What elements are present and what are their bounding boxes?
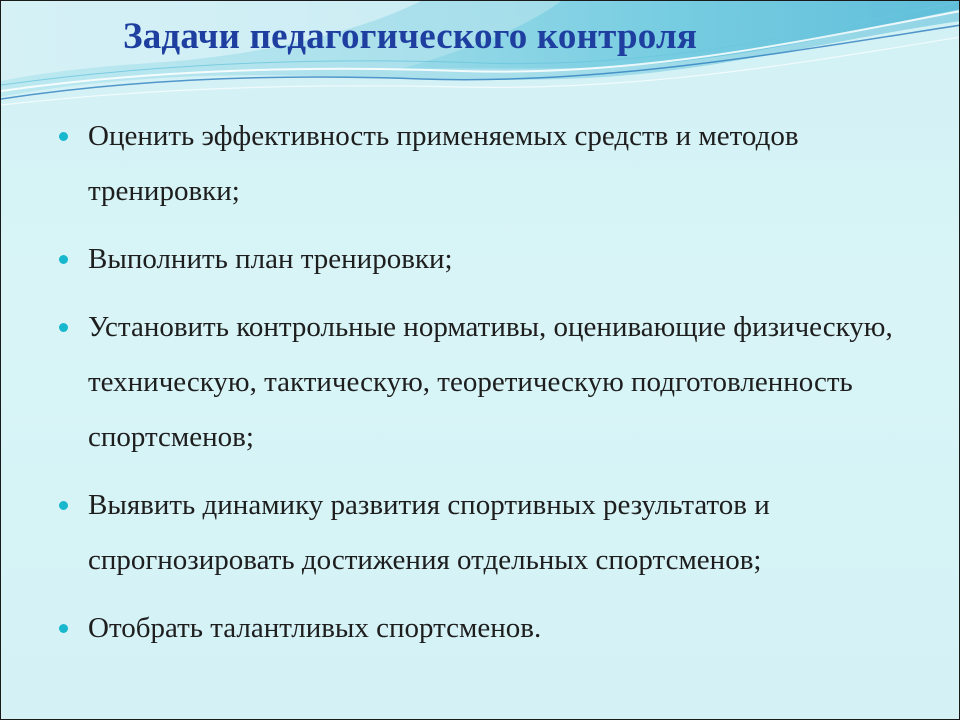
bullet-dot-icon [59, 624, 68, 633]
list-item-text: Отобрать талантливых спортсменов. [88, 612, 542, 644]
bullet-dot-icon [59, 501, 68, 510]
bullet-dot-icon [59, 255, 68, 264]
list-item [59, 109, 919, 219]
list-item-text: Выполнить план тренировки; [88, 243, 453, 275]
list-item-text: Выявить динамику развития спортивных результатов и спрогнозировать достижения отдельных спортсменов; [88, 489, 770, 576]
list-item [59, 232, 919, 287]
bullet-dot-icon [59, 323, 68, 332]
slide-title: Задачи педагогического контроля [123, 16, 698, 57]
list-item [59, 601, 919, 656]
list-item-text: Установить контрольные нормативы, оценивающие физическую, техническую, тактическую, теоретическую подготовленность спортсменов; [88, 311, 893, 453]
list-item [59, 478, 919, 588]
list-item [59, 300, 919, 465]
bullet-list [59, 109, 919, 669]
bullet-dot-icon [59, 132, 68, 141]
list-item-text: Оценить эффективность применяемых средств и методов тренировки; [88, 120, 799, 207]
